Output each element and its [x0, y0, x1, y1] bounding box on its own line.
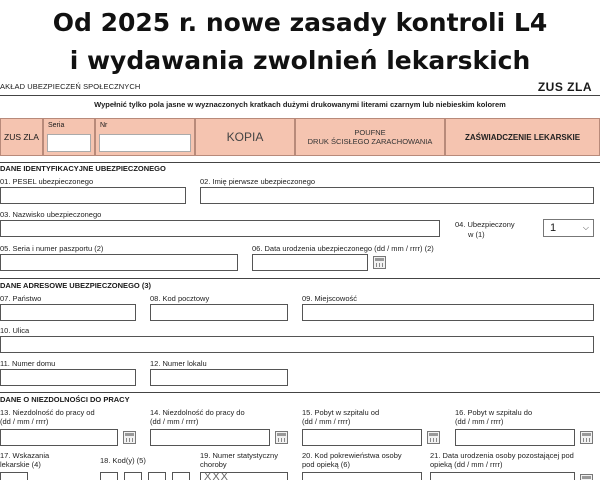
dependent-birth-date-label: 21. Data urodzenia osoby pozostającej pod — [430, 451, 574, 460]
city-label: 09. Miejscowość — [302, 294, 358, 303]
headline — [0, 4, 600, 80]
section2-divider — [0, 278, 600, 279]
dependent-birth-date-input[interactable] — [430, 472, 575, 480]
incapacity-from-label: 13. Niezdolność do pracy od — [0, 408, 95, 417]
calendar-icon[interactable] — [123, 431, 136, 444]
section3-divider — [0, 392, 600, 393]
codes-label: 18. Kod(y) (5) — [100, 456, 146, 465]
medical-indications-input[interactable] — [0, 472, 28, 480]
surname-input[interactable] — [0, 220, 440, 237]
nr-label: Nr — [100, 122, 108, 129]
pesel-label: 01. PESEL ubezpieczonego — [0, 177, 94, 186]
poufne-label: POUFNE — [354, 128, 386, 137]
street-label: 10. Ulica — [0, 326, 30, 335]
section1-divider — [0, 162, 600, 163]
druk-label: DRUK ŚCISŁEGO ZARACHOWANIA — [307, 137, 433, 146]
code-box[interactable] — [124, 472, 142, 480]
calendar-icon[interactable] — [427, 431, 440, 444]
medical-indications-label: 17. Wskazania — [0, 451, 50, 460]
statistical-number-value: XXX — [204, 471, 230, 480]
passport-label: 05. Seria i numer paszportu (2) — [0, 244, 104, 253]
country-input[interactable] — [0, 304, 136, 321]
surname-label: 03. Nazwisko ubezpieczonego — [0, 210, 102, 219]
medical-indications-label-2: lekarskie (4) — [0, 460, 41, 469]
house-number-label: 11. Numer domu — [0, 359, 56, 368]
street-input[interactable] — [0, 336, 594, 353]
postal-code-label: 08. Kod pocztowy — [150, 294, 210, 303]
seria-cell — [43, 118, 95, 156]
header-divider — [0, 95, 600, 96]
kinship-code-label: 20. Kod pokrewieństwa osoby — [302, 451, 402, 460]
nr-cell — [95, 118, 195, 156]
birth-date-input[interactable] — [252, 254, 368, 271]
section1-title: DANE IDENTYFIKACYJNE UBEZPIECZONEGO — [0, 164, 166, 173]
pesel-input[interactable] — [0, 187, 186, 204]
code-box[interactable] — [148, 472, 166, 480]
dependent-birth-date-label-2: opieką (dd / mm / rrrr) — [430, 460, 503, 469]
calendar-icon[interactable] — [275, 431, 288, 444]
statistical-number-label-2: choroby — [200, 460, 227, 469]
kopia-cell — [195, 118, 295, 156]
code-box[interactable] — [100, 472, 118, 480]
zus-label-cell — [0, 118, 43, 156]
hospital-to-format: (dd / mm / rrrr) — [455, 417, 504, 426]
insured-select-value: 1 — [550, 222, 557, 234]
postal-code-input[interactable] — [150, 304, 288, 321]
code-box[interactable] — [172, 472, 190, 480]
seria-label: Seria — [48, 122, 65, 129]
birth-date-label: 06. Data urodzenia ubezpieczonego (dd / mm / rrrr) (2) — [252, 244, 434, 253]
calendar-icon[interactable] — [373, 256, 386, 269]
zaswiadczenie-cell — [445, 118, 600, 156]
kopia-label: KOPIA — [226, 130, 264, 144]
country-label: 07. Państwo — [0, 294, 42, 303]
apartment-number-input[interactable] — [150, 369, 288, 386]
house-number-input[interactable] — [0, 369, 136, 386]
hospital-from-format: (dd / mm / rrrr) — [302, 417, 351, 426]
headline-line-2: i wydawania zwolnień lekarskich — [69, 46, 531, 75]
insured-label-1: 04. Ubezpieczony — [455, 220, 515, 229]
insured-select[interactable] — [543, 219, 594, 237]
hospital-to-label: 16. Pobyt w szpitalu do — [455, 408, 533, 417]
institution-name: AKŁAD UBEZPIECZEŃ SPOŁECZNYCH — [0, 82, 141, 91]
zus-label: ZUS ZLA — [4, 132, 39, 142]
zus-zla-form — [0, 78, 600, 480]
incapacity-from-input[interactable] — [0, 429, 118, 446]
incapacity-to-label: 14. Niezdolność do pracy do — [150, 408, 245, 417]
passport-input[interactable] — [0, 254, 238, 271]
zaswiadczenie-label: ZAŚWIADCZENIE LEKARSKIE — [464, 132, 581, 142]
apartment-number-label: 12. Numer lokalu — [150, 359, 207, 368]
hospital-from-input[interactable] — [302, 429, 422, 446]
section2-title: DANE ADRESOWE UBEZPIECZONEGO (3) — [0, 281, 151, 290]
hospital-from-label: 15. Pobyt w szpitalu od — [302, 408, 380, 417]
form-code: ZUS ZLA — [537, 80, 592, 94]
incapacity-to-input[interactable] — [150, 429, 270, 446]
section3-title: DANE O NIEZDOLNOŚCI DO PRACY — [0, 395, 130, 404]
incapacity-to-format: (dd / mm / rrrr) — [150, 417, 199, 426]
seria-input[interactable] — [47, 134, 91, 152]
chevron-down-icon: ⌵ — [582, 223, 589, 232]
nr-input[interactable] — [99, 134, 191, 152]
calendar-icon[interactable] — [580, 431, 593, 444]
kinship-code-input[interactable] — [302, 472, 422, 480]
poufne-cell — [295, 118, 445, 156]
insured-label-2: w (1) — [468, 230, 485, 239]
first-name-input[interactable] — [200, 187, 594, 204]
headline-line-1: Od 2025 r. nowe zasady kontroli L4 — [52, 8, 548, 37]
first-name-label: 02. Imię pierwsze ubezpieczonego — [200, 177, 316, 186]
statistical-number-label: 19. Numer statystyczny — [200, 451, 278, 460]
form-instruction: Wypełnić tylko pola jasne w wyznaczonych kratkach dużymi drukowanymi literami czarnym lub niebieskim kolorem — [94, 100, 506, 109]
hospital-to-input[interactable] — [455, 429, 575, 446]
city-input[interactable] — [302, 304, 594, 321]
incapacity-from-format: (dd / mm / rrrr) — [0, 417, 49, 426]
calendar-icon[interactable] — [580, 474, 593, 480]
kinship-code-label-2: pod opieką (6) — [302, 460, 350, 469]
